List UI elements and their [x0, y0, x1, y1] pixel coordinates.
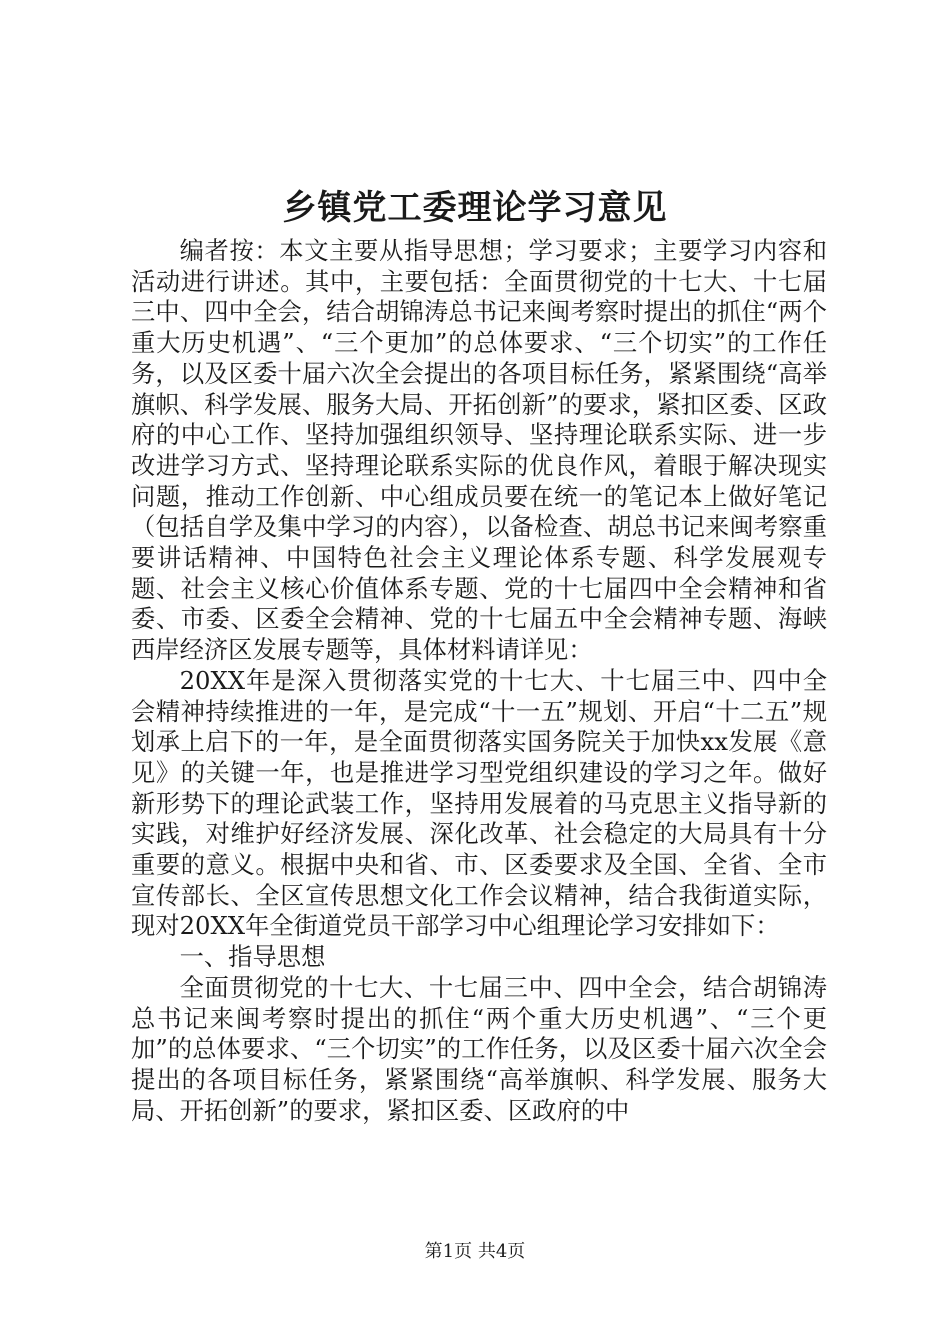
document-title: 乡镇党工委理论学习意见 — [282, 188, 668, 228]
editor-note-paragraph: 编者按：本文主要从指导思想；学习要求；主要学习内容和活动进行讲述。其中，主要包括：全面贯彻党的十七大、十七届三中、四中全会，结合胡锦涛总书记来闽考察时提出的抓住“两个重大历史机遇”、“三个更加”的总体要求、“三个切实”的工作任务，以及区委十届六次全会提出的各项目标任务，紧紧围绕“高举旗帜、科学发展、服务大局、开拓创新”的要求，紧扣区委、区政府的中心工作、坚持加强组织领导、坚持理论联系实际、进一步改进学习方式、坚持理论联系实际的优良作风，着眼于解决现实问题，推动工作创新、中心组成员要在统一的笔记本上做好笔记（包括自学及集中学习的内容），以备检查、胡总书记来闽考察重要讲话精神、中国特色社会主义理论体系专题、科学发展观专题、社会主义核心价值体系专题、党的十七届四中全会精神和省委、市委、区委全会精神、党的十七届五中全会精神专题、海峡西岸经济区发展专题等，具体材料请详见： — [131, 236, 827, 665]
section-heading-guiding-ideology: 一、指导思想 — [179, 942, 326, 972]
document-body — [131, 236, 827, 1126]
intro-paragraph: 20XX年是深入贯彻落实党的十七大、十七届三中、四中全会精神持续推进的一年，是完成“十一五”规划、开启“十二五”规划承上启下的一年，是全面贯彻落实国务院关于加快xx发展《意见》的关键一年，也是推进学习型党组织建设的学习之年。做好新形势下的理论武装工作，坚持用发展着的马克思主义指导新的实践，对维护好经济发展、深化改革、社会稳定的大局具有十分重要的意义。根据中央和省、市、区委要求及全国、全省、全市宣传部长、全区宣传思想文化工作会议精神，结合我街道实际，现对20XX年全街道党员干部学习中心组理论学习安排如下： — [131, 665, 827, 941]
guiding-ideology-paragraph: 全面贯彻党的十七大、十七届三中、四中全会，结合胡锦涛总书记来闽考察时提出的抓住“两个重大历史机遇”、“三个更加”的总体要求、“三个切实”的工作任务，以及区委十届六次全会提出的各项目标任务，紧紧围绕“高举旗帜、科学发展、服务大局、开拓创新”的要求，紧扣区委、区政府的中 — [131, 972, 827, 1125]
page-number-footer: 第1页 共4页 — [424, 1241, 526, 1262]
